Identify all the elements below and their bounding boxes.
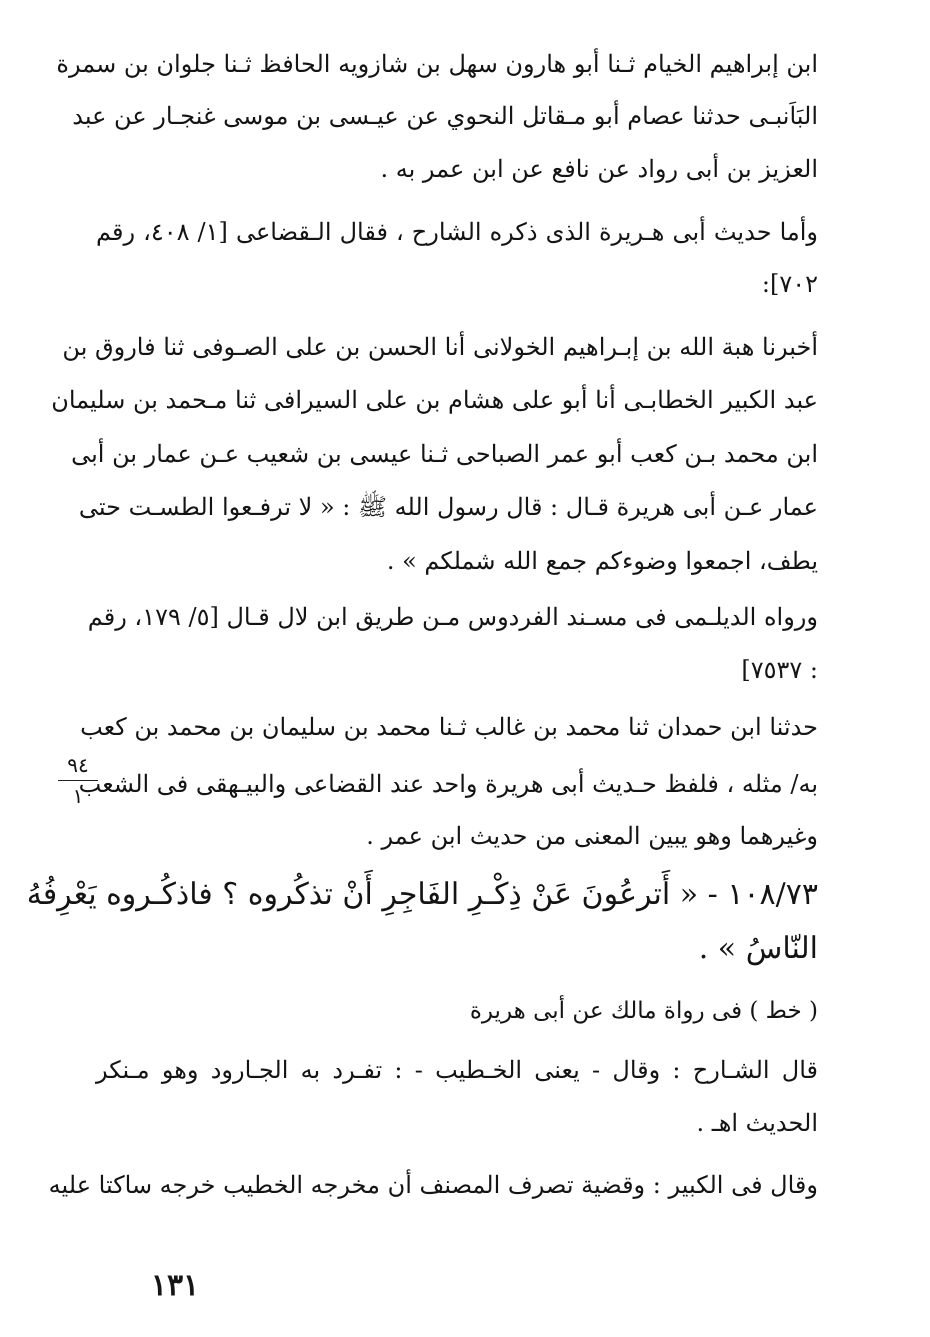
text-line-8: ابن محمد بـن كعب أبو عمر الصباحى ثـنا عيسى بن شعيب عـن عمار بن أبى (71, 440, 818, 468)
text-line-7: عبد الكبير الخطابـى أنا أبو على هشام بن على السيرافى ثنا مـحمد بن سليمان (51, 386, 818, 414)
text-line-10: يطف، اجمعوا وضوءكم جمع الله شملكم » . (386, 547, 818, 575)
text-line-2: البَاَنبـى حدثنا عصام أبو مـقاتل النحوي عن عيـسى بن موسى غنجـار عن عبد (72, 102, 818, 130)
text-line-13: حدثنا ابن حمدان ثنا محمد بن غالب ثـنا محمد بن سليمان بن محمد بن كعب (80, 713, 818, 741)
text-line-15: وغيرهما وهو يبين المعنى من حديث ابن عمر . (366, 822, 818, 850)
source-line: ( خط ) فى رواة مالك عن أبى هريرة (469, 998, 818, 1024)
text-line-3: العزيز بن أبى رواد عن نافع عن ابن عمر به . (380, 155, 818, 183)
margin-folio-number: ٩٤ (58, 752, 98, 781)
text-line-9: عمار عـن أبى هريرة قـال : قال رسول الله ﷺ : « لا ترفـعوا الطسـت حتى (78, 493, 818, 521)
margin-folio-side: ١ (72, 784, 84, 808)
text-line-14: به/ مثله ، فلفظ حـديث أبى هريرة واحد عند القضاعى والبيـهقى فى الشعب (78, 770, 818, 798)
text-line-21: وقال فى الكبير : وقضية تصرف المصنف أن مخرجه الخطيب خرجه ساكتا عليه (48, 1171, 818, 1199)
margin-folio-note (58, 752, 98, 809)
text-line-20: الحديث اهـ . (696, 1109, 818, 1137)
text-line-11: ورواه الديلـمى فى مسـند الفردوس مـن طريق ابن لال قـال [٥/ ١٧٩، رقم (87, 603, 818, 631)
hadith-heading-line-1: ١٠٨/٧٣ - « أَترعُونَ عَنْ ذِكْـرِ الفَاجِرِ أَنْ تذكُروه ؟ فاذكُـروه يَعْرِفُهُ (26, 877, 818, 912)
text-line-6: أخبرنا هبة الله بن إبـراهيم الخولانى أنا الحسن بن على الصـوفى ثنا فاروق بن (62, 333, 818, 361)
text-line-5: ٧٠٢]: (761, 270, 818, 298)
text-line-12: : ٧٥٣٧] (741, 656, 818, 684)
hadith-heading-line-2: النّاسُ » . (698, 931, 818, 966)
page-number: ١٣١ (150, 1268, 200, 1303)
text-line-19: قال الشـارح : وقال - يعنى الخـطيب - : تفـرد به الجـارود وهو مـنكر (96, 1056, 818, 1084)
text-line-1: ابن إبراهيم الخيام ثـنا أبو هارون سهل بن شازويه الحافظ ثـنا جلوان بن سمرة (56, 50, 818, 78)
text-line-4: وأما حديث أبى هـريرة الذى ذكره الشارح ، فقال الـقضاعى [١/ ٤٠٨، رقم (96, 218, 818, 246)
